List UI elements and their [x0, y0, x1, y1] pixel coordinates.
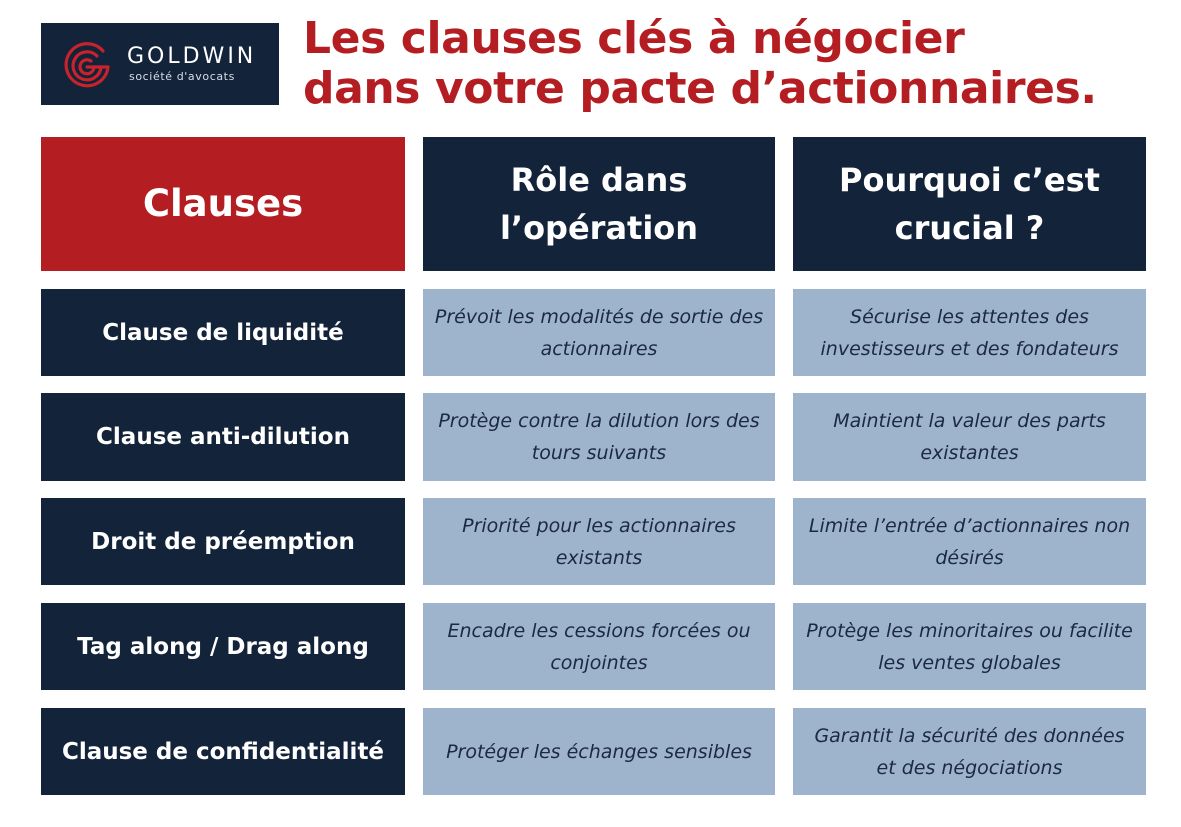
role-cell [423, 289, 775, 376]
why-text: Protège les minoritaires ou facilite [806, 619, 1133, 642]
why-cell [793, 708, 1146, 795]
header-role [423, 137, 775, 271]
why-text: investisseurs et des fondateurs [820, 337, 1119, 360]
role-cell [423, 498, 775, 585]
clause-label: Tag along / Drag along [77, 633, 369, 660]
why-cell [793, 498, 1146, 585]
header-why-line-2: crucial ? [894, 209, 1045, 247]
clause-label: Clause de confidentialité [61, 738, 385, 765]
role-text: Protéger les échanges sensibles [446, 740, 752, 763]
clause-cell [41, 603, 405, 690]
why-text: Sécurise les attentes des [850, 305, 1089, 328]
clause-label: Clause anti-dilution [96, 424, 350, 450]
clause-label: Droit de préemption [91, 528, 355, 555]
header-clauses-label: Clauses [142, 182, 304, 225]
header-why [793, 137, 1146, 271]
header-clauses [41, 137, 405, 271]
header-why-line-1: Pourquoi c’est [839, 161, 1100, 199]
logo-subtitle: société d'avocats [129, 70, 235, 83]
why-text: Garantit la sécurité des données [814, 724, 1125, 747]
clause-cell [41, 708, 405, 795]
clause-cell [41, 393, 405, 481]
role-text: Priorité pour les actionnaires [462, 514, 736, 537]
role-text: conjointes [550, 651, 648, 674]
role-cell [423, 393, 775, 481]
title-line-2: dans votre pacte d’actionnaires. [303, 63, 1097, 114]
role-cell [423, 603, 775, 690]
header-role-line-2: l’opération [499, 209, 699, 247]
clause-cell [41, 498, 405, 585]
why-text: existantes [920, 442, 1019, 464]
why-cell [793, 289, 1146, 376]
role-text: Protège contre la dilution lors des [438, 410, 760, 432]
role-text: tours suivants [531, 442, 667, 464]
role-text: actionnaires [540, 337, 658, 360]
goldwin-g-logo-icon [61, 39, 113, 91]
why-text: Limite l’entrée d’actionnaires non [808, 514, 1131, 537]
role-text: Encadre les cessions forcées ou [447, 619, 751, 642]
role-text: existants [555, 546, 643, 569]
role-cell [423, 708, 775, 795]
clause-label: Clause de liquidité [102, 319, 344, 346]
header-role-line-1: Rôle dans [510, 161, 688, 199]
goldwin-logo [41, 23, 279, 105]
why-text: Maintient la valeur des parts [833, 410, 1106, 432]
why-text: les ventes globales [878, 651, 1061, 674]
title-line-1: Les clauses clés à négocier [303, 13, 965, 64]
logo-name: GOLDWIN [127, 44, 257, 69]
clause-cell [41, 289, 405, 376]
why-text: désirés [935, 546, 1004, 569]
why-text: et des négociations [876, 756, 1063, 779]
page-title [303, 14, 1163, 114]
why-cell [793, 603, 1146, 690]
role-text: Prévoit les modalités de sortie des [434, 305, 764, 328]
why-cell [793, 393, 1146, 481]
